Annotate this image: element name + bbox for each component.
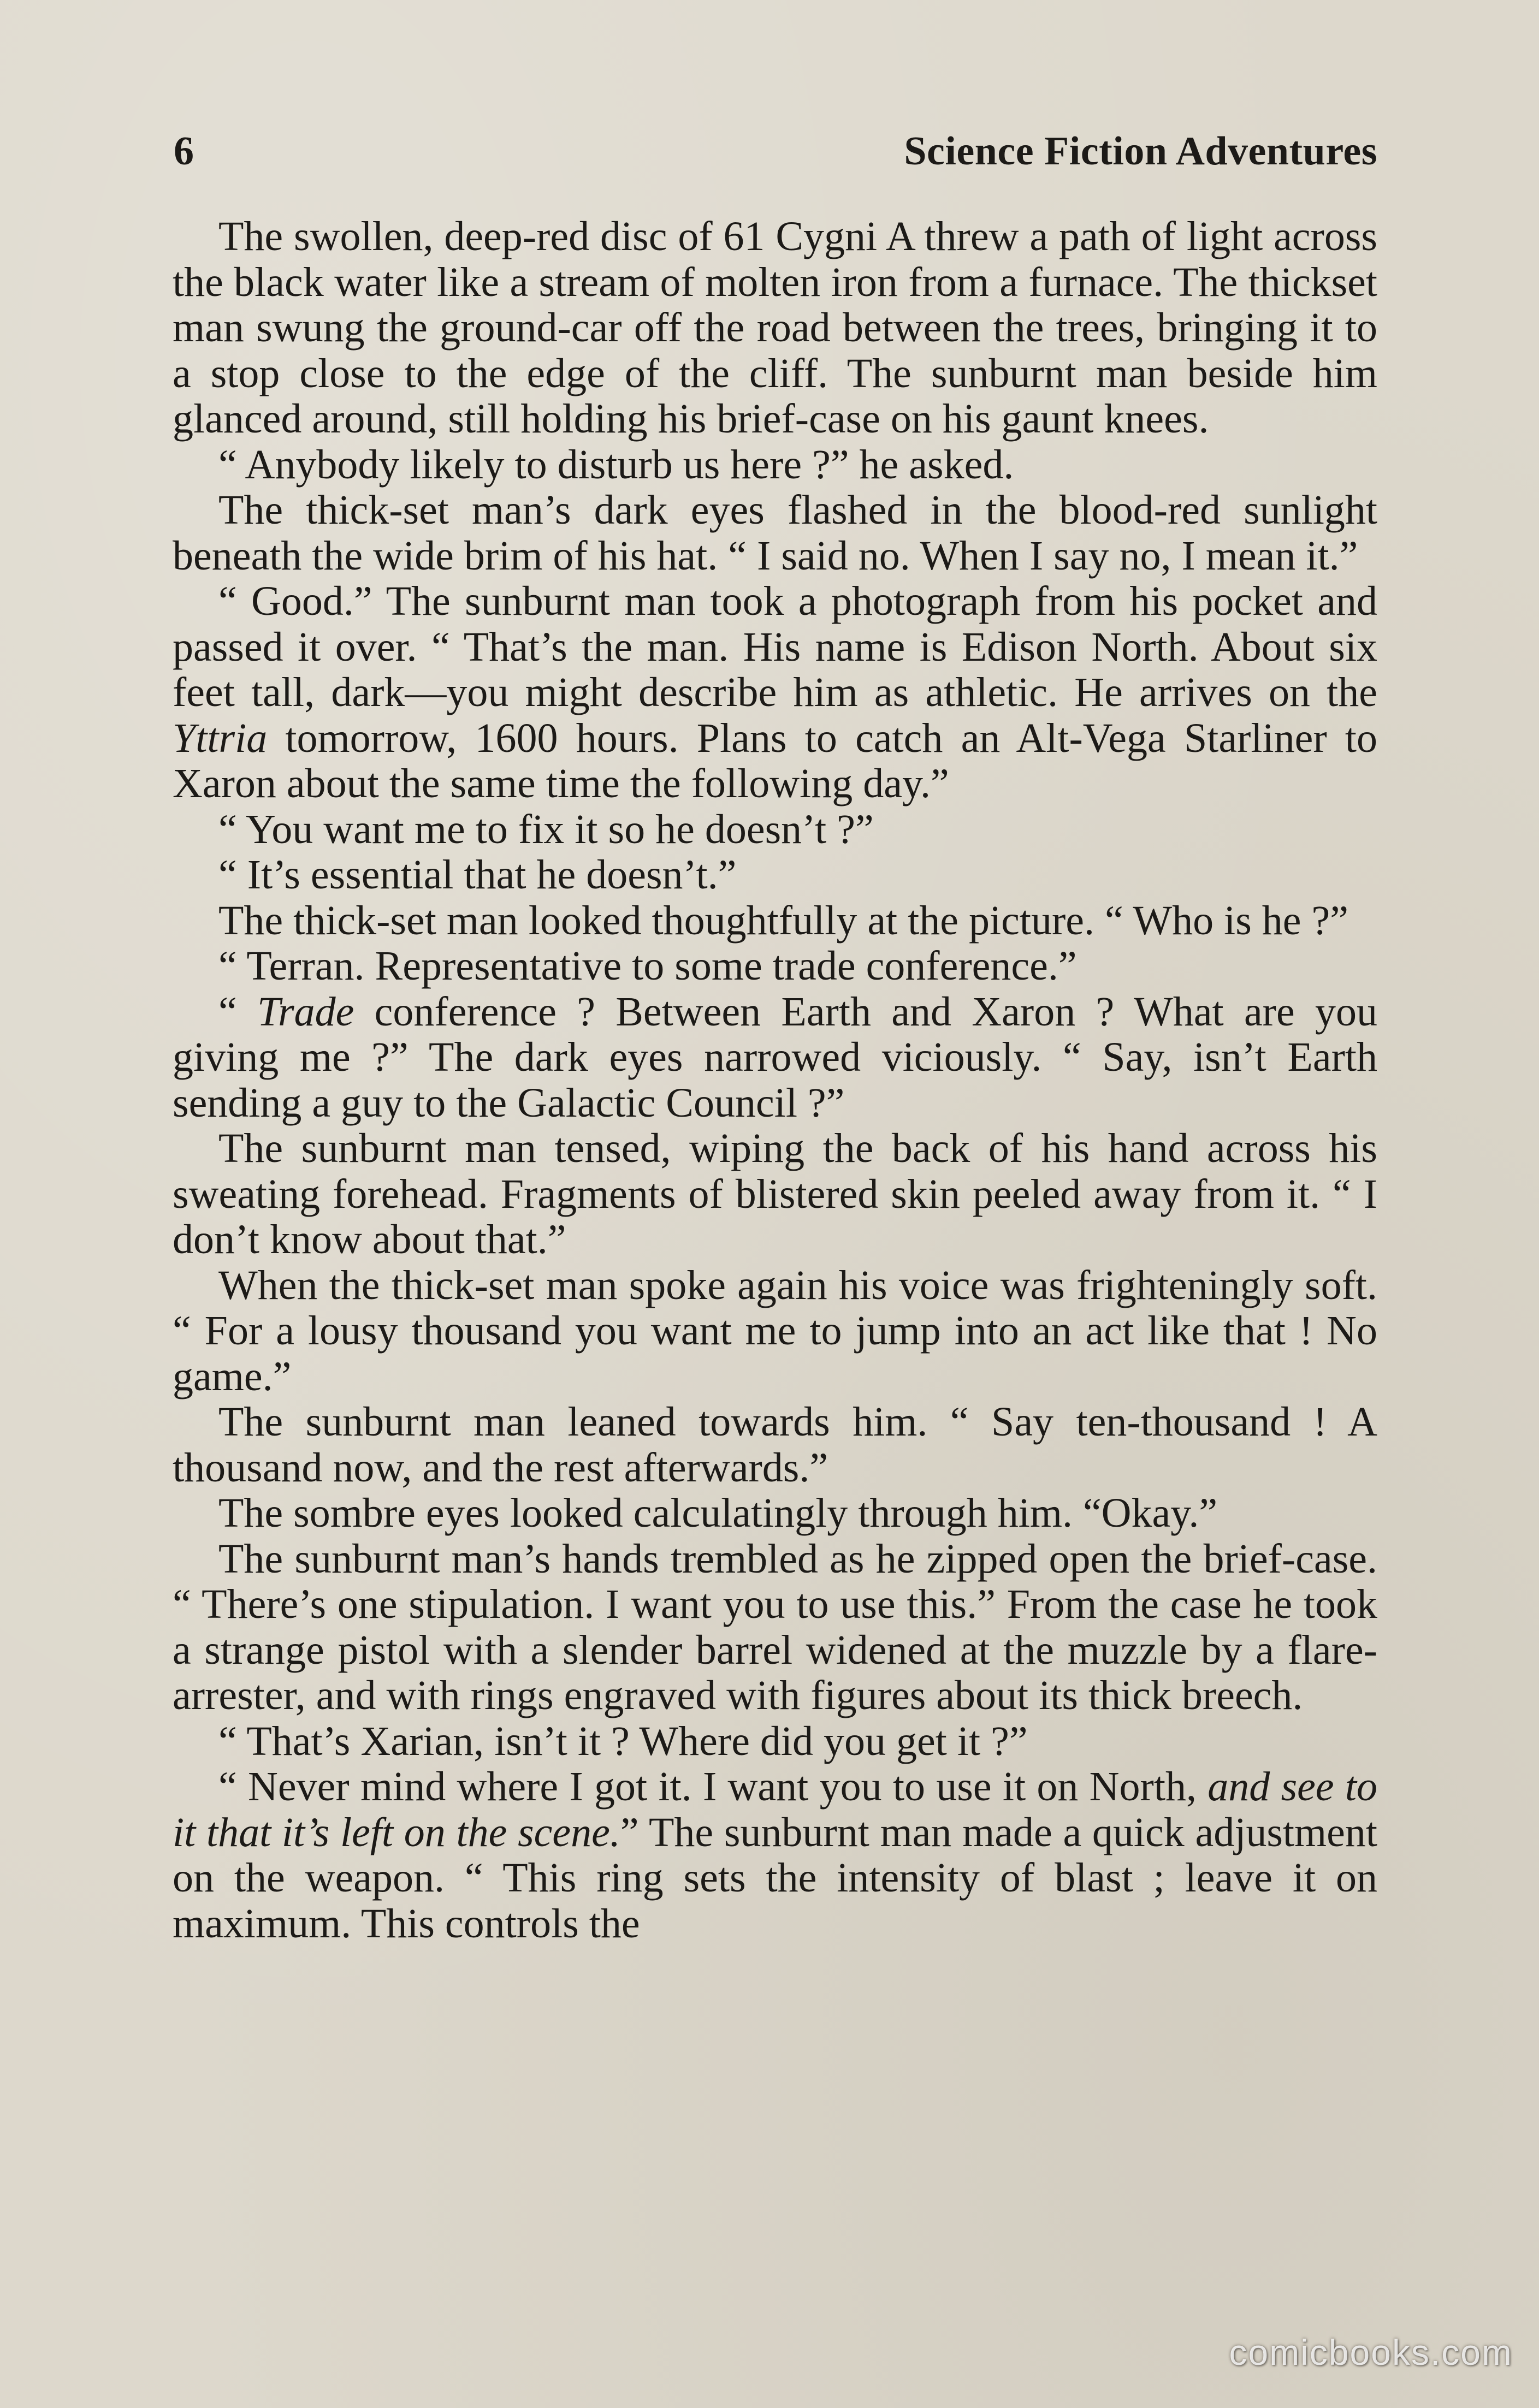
paragraph bbox=[173, 1764, 1377, 1947]
text-run: conference ? Between Earth and Xaron ? What are you giving me ?” The dark eyes narrowed viciously. “ Say, isn’t Earth sending a guy to the Galactic Council ?” bbox=[173, 988, 1377, 1126]
paragraph bbox=[173, 807, 1377, 853]
text-run: “ Never mind where I got it. I want you to use it on North, bbox=[218, 1764, 1208, 1810]
paragraph bbox=[173, 1126, 1377, 1263]
text-run: The sunburnt man tensed, wiping the back of his hand across his sweating forehead. Fragments of blistered skin peeled away from it. “ I don’t know about that.” bbox=[173, 1125, 1377, 1262]
text-run: “ Anybody likely to disturb us here ?” he asked. bbox=[218, 441, 1014, 488]
text-run: “ It’s essential that he doesn’t.” bbox=[218, 852, 737, 898]
italic-text: Yttria bbox=[173, 715, 268, 761]
paragraph bbox=[173, 442, 1377, 488]
paragraph bbox=[173, 1491, 1377, 1537]
text-run: The sunburnt man leaned towards him. “ Say ten-thousand ! A thousand now, and the rest afterwards.” bbox=[173, 1399, 1377, 1491]
text-run: tomorrow, 1600 hours. Plans to catch an Alt-Vega Starliner to Xaron about the same time the following day.” bbox=[173, 715, 1377, 806]
text-run: “ Terran. Representative to some trade conference.” bbox=[218, 943, 1077, 989]
paragraph bbox=[173, 1719, 1377, 1765]
text-run: ” The sunburnt man made a quick adjustment on the weapon. “ This ring sets the intensity of blast ; leave it on maximum. This controls the bbox=[173, 1809, 1377, 1947]
body-text bbox=[173, 214, 1377, 1947]
paragraph bbox=[173, 1399, 1377, 1491]
text-run: The sunburnt man’s hands trembled as he zipped open the brief-case. “ There’s one stipulation. I want you to use this.” From the case he took a strange pistol with a slender barrel widened at the muzzle by a flare-arrester, and with rings engraved with figures about its thick breech. bbox=[173, 1535, 1377, 1718]
text-run: The thick-set man’s dark eyes flashed in the blood-red sunlight beneath the wide brim of his hat. “ I said no. When I say no, I mean it.” bbox=[173, 487, 1377, 579]
text-run: “ You want me to fix it so he doesn’t ?” bbox=[218, 806, 874, 852]
paragraph bbox=[173, 989, 1377, 1126]
paragraph bbox=[173, 1263, 1377, 1400]
paragraph bbox=[173, 898, 1377, 944]
text-run: When the thick-set man spoke again his voice was frighteningly soft. “ For a lousy thousand you want me to jump into an act like that ! No game.” bbox=[173, 1262, 1377, 1399]
text-run: “ bbox=[218, 988, 258, 1035]
text-run: The thick-set man looked thoughtfully at the picture. “ Who is he ?” bbox=[218, 897, 1348, 944]
paragraph bbox=[173, 214, 1377, 442]
running-title: Science Fiction Adventures bbox=[904, 129, 1377, 174]
watermark: comicbooks.com bbox=[1229, 2332, 1513, 2373]
paragraph bbox=[173, 488, 1377, 579]
text-run: The sombre eyes looked calculatingly through him. “Okay.” bbox=[218, 1490, 1218, 1536]
paragraph bbox=[173, 852, 1377, 898]
running-head bbox=[174, 121, 1377, 181]
text-run: The swollen, deep-red disc of 61 Cygni A threw a path of light across the black water like a stream of molten iron from a furnace. The thickset man swung the ground-car off the road between the trees, bringing it to a stop close to the edge of the cliff. The sunburnt man beside him glanced around, still holding his brief-case on his gaunt knees. bbox=[173, 213, 1377, 442]
italic-text: Trade bbox=[257, 988, 354, 1035]
paragraph bbox=[173, 579, 1377, 807]
italic-text: and see to it that it’s left on the scene. bbox=[173, 1764, 1378, 1855]
text-run: “ That’s Xarian, isn’t it ? Where did you get it ?” bbox=[218, 1718, 1028, 1764]
paragraph bbox=[173, 1537, 1377, 1719]
text-run: “ Good.” The sunburnt man took a photograph from his pocket and passed it over. “ That’s the man. His name is Edison North. About six feet tall, dark—you might describe him as athletic. He arrives on the bbox=[173, 578, 1377, 715]
paragraph bbox=[173, 944, 1377, 989]
page-number: 6 bbox=[174, 129, 194, 174]
